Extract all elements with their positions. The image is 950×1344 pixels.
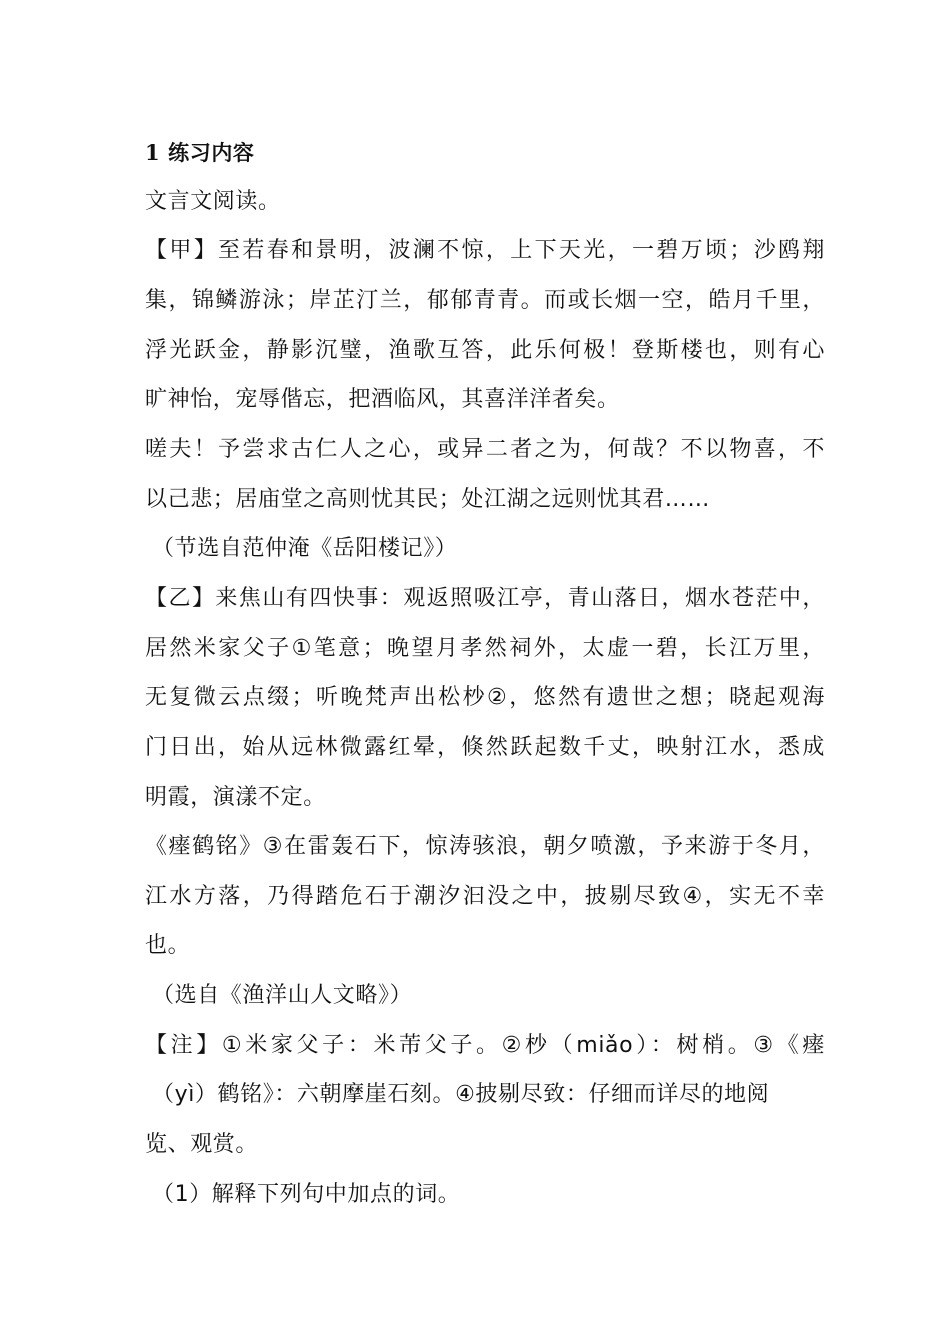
passage-yi-line: 门日出，始从远林微露红晕，倏然跃起数千丈，映射江水，悉成 bbox=[145, 735, 825, 760]
passage-jia-line: 以己悲；居庙堂之高则忧其民；处江湖之远则忧其君…… bbox=[145, 487, 711, 512]
passage-yi-line: 江水方落，乃得踏危石于潮汐汩没之中，披剔尽致④，实无不幸 bbox=[145, 884, 825, 909]
passage-jia-line: 【甲】至若春和景明，波澜不惊，上下天光，一碧万顷；沙鸥翔 bbox=[145, 238, 825, 263]
passage-yi-line: 《瘗鹤铭》③在雷轰石下，惊涛骇浪，朝夕喷激，予来游于冬月， bbox=[145, 834, 825, 859]
section-heading: 1 练习内容 bbox=[145, 140, 255, 165]
notes-line: 览、观赏。 bbox=[145, 1132, 259, 1157]
passage-jia-source: （节选自范仲淹《岳阳楼记》） bbox=[152, 536, 458, 561]
passage-jia-line: 浮光跃金，静影沉璧，渔歌互答，此乐何极！登斯楼也，则有心 bbox=[145, 338, 825, 363]
passage-yi-line: 也。 bbox=[145, 933, 191, 958]
passage-jia-line: 嗟夫！予尝求古仁人之心，或异二者之为，何哉？不以物喜，不 bbox=[145, 437, 825, 462]
notes-line: 【注】①米家父子：米芾父子。②杪（miǎo）：树梢。③《瘗 bbox=[145, 1033, 825, 1058]
passage-yi-line: 居然米家父子①笔意；晚望月孝然祠外，太虚一碧，长江万里， bbox=[145, 636, 825, 661]
passage-yi-source: （选自《渔洋山人文略》） bbox=[152, 983, 413, 1008]
question-1: （1）解释下列句中加点的词。 bbox=[152, 1182, 461, 1207]
passage-yi-line: 无复微云点缀；听晚梵声出松杪②，悠然有遗世之想；晓起观海 bbox=[145, 685, 825, 710]
passage-jia-line: 旷神怡，宠辱偕忘，把酒临风，其喜洋洋者矣。 bbox=[145, 387, 620, 412]
intro-text: 文言文阅读。 bbox=[145, 189, 281, 214]
passage-yi-line: 明霞，演漾不定。 bbox=[145, 785, 326, 810]
passage-jia-line: 集，锦鳞游泳；岸芷汀兰，郁郁青青。而或长烟一空，皓月千里， bbox=[145, 288, 825, 313]
notes-line: （yì）鹤铭》：六朝摩崖石刻。④披剔尽致：仔细而详尽的地阅 bbox=[152, 1082, 770, 1107]
passage-yi-line: 【乙】来焦山有四快事：观返照吸江亭，青山落日，烟水苍茫中， bbox=[145, 586, 825, 611]
